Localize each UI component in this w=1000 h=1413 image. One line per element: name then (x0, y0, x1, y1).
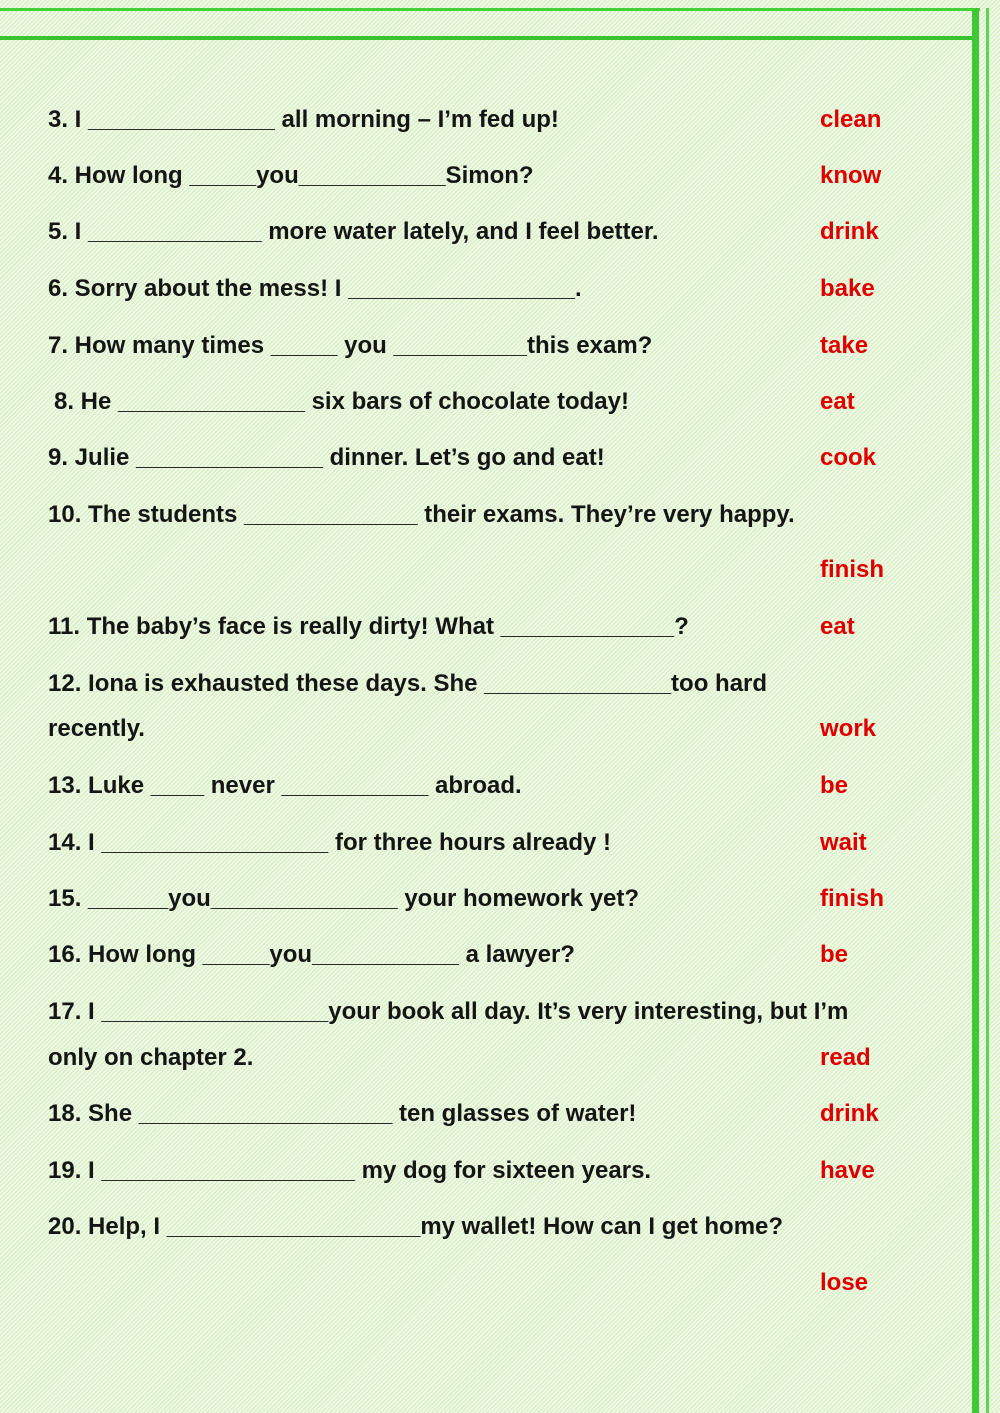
verb-hint-19: have (820, 1157, 875, 1184)
exercise-sentence-4: 4. How long _____you___________Simon? (48, 162, 534, 189)
exercise-sentence-10: 10. The students _____________ their exams. They’re very happy. (48, 501, 795, 528)
page-top-border (0, 0, 1000, 42)
exercise-sentence-17-continued: only on chapter 2. (48, 1044, 254, 1071)
verb-hint-18: drink (820, 1100, 879, 1127)
page-right-border (972, 8, 979, 1413)
exercise-sentence-18: 18. She ___________________ ten glasses of water! (48, 1100, 637, 1127)
exercise-sentence-11: 11. The baby’s face is really dirty! What _____________? (48, 613, 689, 640)
verb-hint-20: lose (820, 1269, 869, 1296)
exercise-sentence-20: 20. Help, I ___________________my wallet! How can I get home? (48, 1213, 784, 1240)
verb-hint-3: clean (820, 106, 882, 133)
exercise-sentence-16: 16. How long _____you___________ a lawyer? (48, 941, 575, 968)
exercise-sentence-12: 12. Iona is exhausted these days. She ______________too hard (48, 670, 768, 697)
exercise-sentence-7: 7. How many times _____ you __________this exam? (48, 332, 653, 359)
verb-hint-8: eat (820, 388, 855, 415)
exercise-sentence-15: 15. ______you______________ your homework yet? (48, 885, 640, 912)
exercise-sentence-9: 9. Julie ______________ dinner. Let’s go and eat! (48, 444, 605, 471)
verb-hint-7: take (820, 332, 869, 359)
verb-hint-11: eat (820, 613, 855, 640)
verb-hint-13: be (820, 772, 849, 799)
verb-hint-15: finish (820, 885, 884, 912)
verb-hint-14: wait (820, 829, 867, 856)
verb-hint-12: work (820, 715, 877, 742)
verb-hint-10: finish (820, 556, 884, 583)
exercise-sentence-12-continued: recently. (48, 715, 145, 742)
exercise-sentence-19: 19. I ___________________ my dog for sixteen years. (48, 1157, 652, 1184)
exercise-sentence-8: 8. He ______________ six bars of chocolate today! (54, 388, 629, 415)
verb-hint-6: bake (820, 275, 875, 302)
exercise-sentence-14: 14. I _________________ for three hours already ! (48, 829, 612, 856)
exercise-sentence-6: 6. Sorry about the mess! I _________________. (48, 275, 582, 302)
verb-hint-4: know (820, 162, 882, 189)
top-border-line (0, 36, 975, 40)
top-border-line (0, 8, 980, 11)
verb-hint-9: cook (820, 444, 877, 471)
page-right-border (986, 8, 989, 1413)
exercise-sentence-3: 3. I ______________ all morning – I’m fed up! (48, 106, 559, 133)
exercise-sentence-13: 13. Luke ____ never ___________ abroad. (48, 772, 522, 799)
verb-hint-5: drink (820, 218, 879, 245)
exercise-sentence-17: 17. I _________________your book all day. It’s very interesting, but I’m (48, 998, 849, 1025)
verb-hint-17: read (820, 1044, 871, 1071)
exercise-sentence-5: 5. I _____________ more water lately, and I feel better. (48, 218, 659, 245)
verb-hint-16: be (820, 941, 849, 968)
